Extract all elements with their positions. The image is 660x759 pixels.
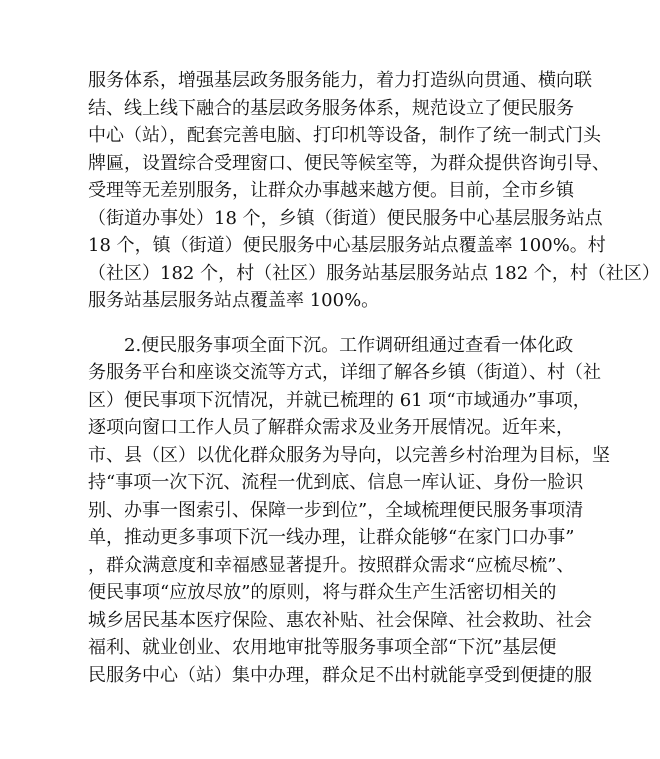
text-line: 便民事项“应放尽放”的原则，将与群众生产生活密切相关的: [88, 582, 557, 603]
text-line: 市、县（区）以优化群众服务为导向，以完善乡村治理为目标，坚: [88, 444, 610, 466]
text-line: ，群众满意度和幸福感显著提升。按照群众需求“应梳尽梳”、: [88, 554, 575, 576]
text-line: 务服务平台和座谈交流等方式，详细了解各乡镇（街道）、村（社: [88, 362, 601, 383]
document-body: [88, 67, 660, 689]
text-line: 区）便民事项下沉情况，并就已梳理的 61 项“市域通办”事项，: [88, 389, 591, 411]
paragraph-service-items-sinking: [88, 332, 610, 690]
text-line: 单，推动更多事项下沉一线办理，让群众能够“在家门口办事”: [88, 527, 575, 548]
text-line: 服务站基层服务站点覆盖率 100%。: [88, 290, 380, 311]
text-line: 2.便民服务事项全面下沉。工作调研组通过查看一体化政: [88, 334, 574, 356]
text-line: 18 个，镇（街道）便民服务中心基层服务站点覆盖率 100%。村: [88, 235, 606, 256]
text-line: 民服务中心（站）集中办理，群众足不出村就能享受到便捷的服: [88, 664, 592, 686]
text-line: 牌匾，设置综合受理窗口、便民等候室等，为群众提供咨询引导、: [88, 152, 610, 174]
text-line: 结、线上线下融合的基层政务服务体系，规范设立了便民服务: [88, 97, 574, 119]
text-line: 别、办事一图索引、保障一步到位”，全域梳理便民服务事项清: [88, 499, 584, 521]
paragraph-service-system: [88, 67, 660, 315]
text-line: 服务体系，增强基层政务服务能力，着力打造纵向贯通、横向联: [88, 70, 592, 91]
text-line: 逐项向窗口工作人员了解群众需求及业务开展情况。近年来，: [88, 417, 574, 438]
text-line: （街道办事处）18 个，乡镇（街道）便民服务中心基层服务站点: [88, 207, 603, 229]
text-line: 受理等无差别服务，让群众办事越来越方便。目前，全市乡镇: [88, 180, 574, 201]
text-line: 中心（站），配套完善电脑、打印机等设备，制作了统一制式门头: [88, 125, 601, 146]
text-line: （社区）182 个，村（社区）服务站基层服务站点 182 个，村（社区）: [88, 262, 660, 284]
text-line: 城乡居民基本医疗保险、惠农补贴、社会保障、社会救助、社会: [88, 609, 592, 631]
paragraph-gap: [88, 315, 508, 332]
text-line: 福利、就业创业、农用地审批等服务事项全部“下沉”基层便: [88, 637, 557, 658]
text-line: 持“事项一次下沉、流程一优到底、信息一库认证、身份一脸识: [88, 472, 584, 493]
